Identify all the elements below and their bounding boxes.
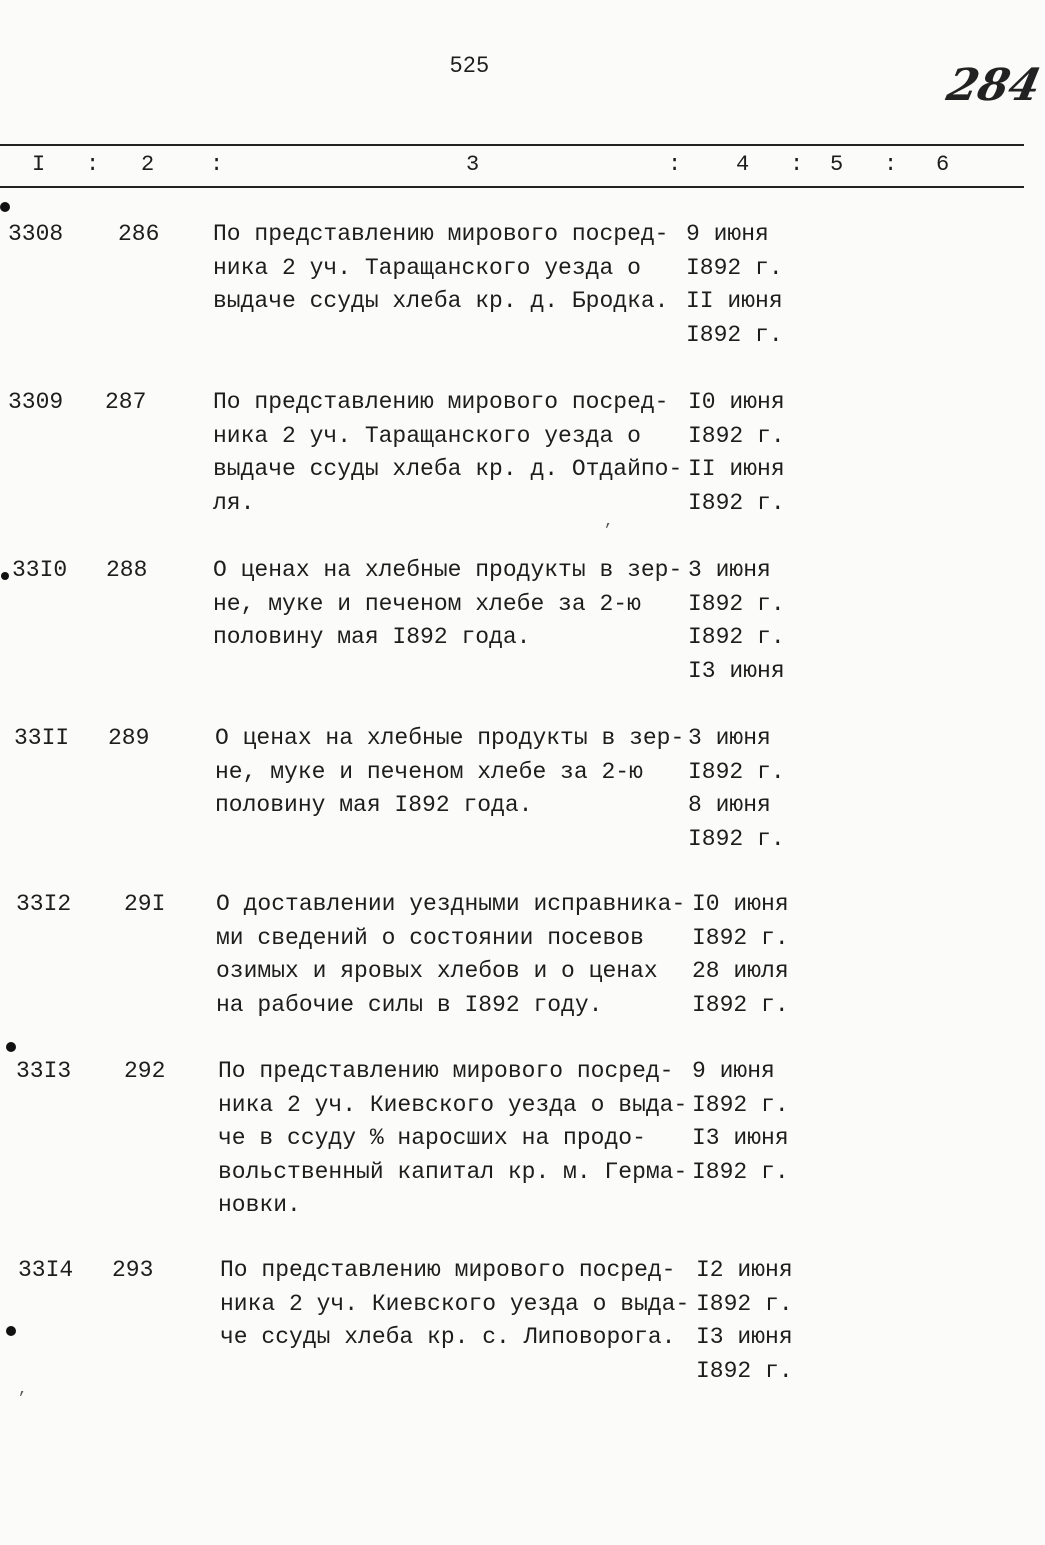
description-line: ника 2 уч. Таращанского уезда о [213,422,641,449]
date-line: I892 г. [692,1158,789,1185]
page-number: 525 [450,52,490,77]
column-separator: : [86,152,100,177]
column-header-5: 5 [830,152,844,177]
file-number: 288 [106,557,148,583]
entry-dates [686,218,783,352]
column-header-2: 2 [141,152,155,177]
entry-dates [692,1055,789,1189]
entry-dates [688,722,785,856]
description-line: озимых и яровых хлебов и о ценах [216,958,658,984]
description-line: По представлению мирового посред- [218,1058,674,1084]
date-line: 9 июня [686,221,769,247]
entry-description [213,386,682,520]
description-line: не, муке и печеном хлебе за 2-ю [215,758,643,785]
column-separator: : [884,152,898,177]
date-line: I892 г. [692,1091,789,1118]
description-line: ля. [213,489,255,516]
date-line: I892 г. [688,758,785,785]
description-line: О доставлении уездными исправника- [216,891,686,917]
description-line: ника 2 уч. Киевского уезда о выда- [220,1290,690,1317]
entry-number: 3308 [8,221,64,247]
date-line: II июня [688,456,785,482]
description-line: выдаче ссуды хлеба кр. д. Бродка. [213,288,669,314]
column-header-6: 6 [936,152,950,177]
description-line: выдаче ссуды хлеба кр. д. Отдайпо- [213,456,683,482]
ink-dot [0,202,10,212]
entry-number: 33II [14,725,70,751]
date-line: I892 г. [688,590,785,617]
description-line: че в ссуду % наросших на продо- [218,1125,646,1151]
date-line: I892 г. [686,254,783,281]
description-line: че ссуды хлеба кр. с. Липоворога. [220,1324,676,1350]
ink-speck: , [604,512,614,530]
column-separator: : [790,152,804,177]
entry-description [213,218,668,319]
ink-speck: , [18,1380,28,1398]
date-line: I3 июня [696,1324,793,1350]
entry-number: 33I3 [16,1058,72,1084]
date-line: I3 июня [688,657,785,684]
column-header-4: 4 [736,152,750,177]
date-line: 9 июня [692,1058,775,1084]
entry-number: 33I2 [16,891,72,917]
description-line: По представлению мирового посред- [213,221,669,247]
entry-dates [696,1254,793,1388]
entry-number: 3309 [8,389,64,415]
entry-number: 33I4 [18,1257,74,1283]
description-line: половину мая I892 года. [213,624,531,650]
table-header-rule [0,186,1024,188]
entry-description [218,1055,687,1223]
date-line: I892 г. [692,991,789,1018]
file-number: 287 [105,389,147,415]
description-line: ника 2 уч. Таращанского уезда о [213,254,641,281]
date-line: I0 июня [692,891,789,917]
entry-number: 33I0 [12,557,68,583]
date-line: I892 г. [688,422,785,449]
entry-description [216,888,685,1022]
description-line: новки. [218,1192,301,1218]
description-line: ми сведений о состоянии посевов [216,924,644,951]
entry-dates [688,554,785,688]
file-number: 292 [124,1058,166,1084]
entry-description [215,722,684,823]
file-number: 293 [112,1257,154,1283]
ink-dot [6,1042,16,1052]
date-line: I892 г. [686,321,783,348]
date-line: I892 г. [696,1357,793,1384]
entry-dates [688,386,785,520]
date-line: 3 июня [688,725,771,751]
date-line: II июня [686,288,783,314]
column-separator: : [668,152,682,177]
column-header-1: I [32,152,46,177]
date-line: I3 июня [692,1125,789,1151]
date-line: I892 г. [696,1290,793,1317]
date-line: I0 июня [688,389,785,415]
description-line: По представлению мирового посред- [213,389,669,415]
archive-sheet-number: 284 [942,60,1045,111]
date-line: I892 г. [688,825,785,852]
entry-description [220,1254,689,1355]
date-line: 8 июня [688,792,771,818]
entry-dates [692,888,789,1022]
date-line: 28 июля [692,958,789,984]
description-line: половину мая I892 года. [215,792,533,818]
description-line: вольственный капитал кр. м. Герма- [218,1158,688,1185]
ink-dot [1,572,9,580]
date-line: 3 июня [688,557,771,583]
table-header [0,152,1024,182]
column-header-3: 3 [466,152,480,177]
ink-dot [6,1326,16,1336]
column-separator: : [210,152,224,177]
description-line: ника 2 уч. Киевского уезда о выда- [218,1091,688,1118]
table-top-rule [0,144,1024,146]
date-line: I892 г. [688,624,785,650]
description-line: О ценах на хлебные продукты в зер- [215,725,685,751]
file-number: 289 [108,725,150,751]
description-line: на рабочие силы в I892 году. [216,991,603,1018]
date-line: I2 июня [696,1257,793,1283]
file-number: 29I [124,891,166,917]
description-line: не, муке и печеном хлебе за 2-ю [213,590,641,617]
description-line: По представлению мирового посред- [220,1257,676,1283]
file-number: 286 [118,221,160,247]
entry-description [213,554,682,655]
description-line: О ценах на хлебные продукты в зер- [213,557,683,583]
date-line: I892 г. [688,489,785,516]
date-line: I892 г. [692,924,789,951]
